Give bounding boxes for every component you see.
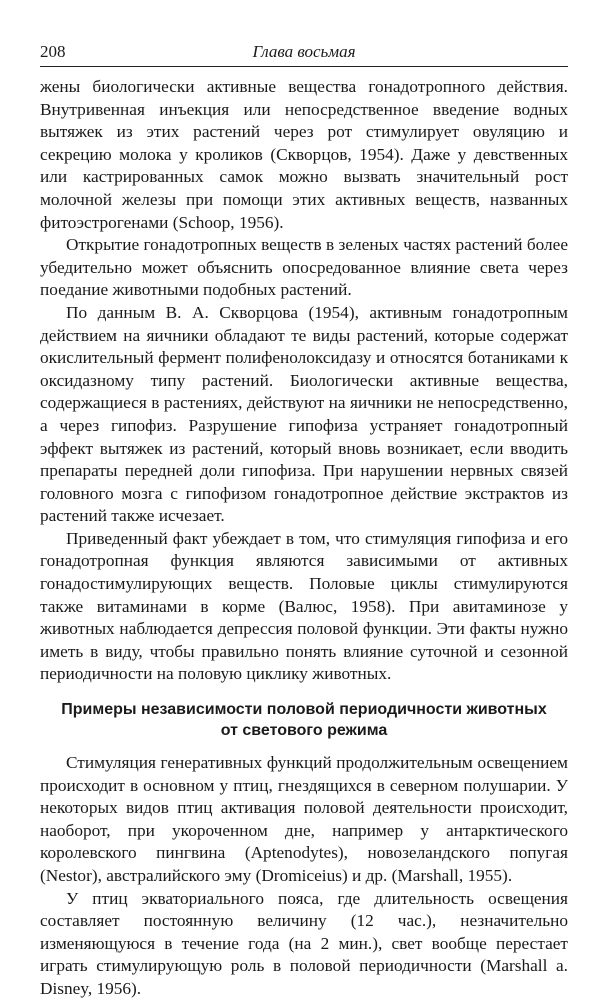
section-heading bbox=[40, 699, 568, 741]
section-heading-line: Примеры независимости половой периодичности животных bbox=[61, 701, 547, 719]
section-heading-line: от светового режима bbox=[220, 722, 388, 740]
paragraph: Приведенный факт убеждает в том, что стимуляция гипофиза и его гонадотропная функция являются зависимыми от активных гонадостимулирующих веществ. Половые циклы стимулируются также витаминами в корме (Валюс, 1958). При авитаминозе у животных наблюдается депрессия половой функции. Эти факты нужно иметь в виду, чтобы правильно понять влияние суточной и сезонной периодичности на половую циклику животных. bbox=[40, 528, 568, 684]
paragraph: У птиц экваториального пояса, где длительность освещения составляет постоянную величину (12 час.), незначительно изменяющуюся в течение года (на 2 мин.), свет вообще перестает играть стимулирующую роль в половой периодичности (Marshall a. Disney, 1956). bbox=[40, 888, 568, 998]
chapter-title: Глава восьмая bbox=[252, 42, 356, 61]
page-number: 208 bbox=[40, 42, 66, 61]
paragraph: Стимуляция генеративных функций продолжительным освещением происходит в основном у птиц, гнездящихся в северном полушарии. У некоторых видов птиц активация половой деятельности происходит, наоборот, при укороченном дне, например у антарктического королевского пингвина (Aptenodytes), новозеландского попугая (Nestor), австралийского эму (Dromiceius) и др. (Marshall, 1955). bbox=[40, 753, 568, 885]
body-text bbox=[40, 76, 568, 1001]
paragraph-continued: жены биологически активные вещества гонадотропного действия. Внутривенная инъекция или непосредственное введение водных вытяжек из этих растений через рот стимулирует овуляцию и секрецию молока у кроликов (Скворцов, 1954). Даже у девственных или кастрированных самок можно вызвать значительный рост молочной железы при помощи этих активных веществ, названных фитоэстрогенами (Schoop, 1956). bbox=[40, 77, 568, 232]
paragraph: Открытие гонадотропных веществ в зеленых частях растений более убедительно может объяснить опосредованное влияние света через поедание животными подобных растений. bbox=[40, 235, 568, 300]
running-head bbox=[40, 40, 568, 67]
book-page bbox=[40, 40, 568, 1001]
paragraph: По данным В. А. Скворцова (1954), активным гонадотропным действием на яичники обладают те виды растений, которые содержат окислительный фермент полифенолоксидазу и относятся ботаниками к оксидазному типу растений. Биологически активные вещества, содержащиеся в растениях, действуют на яичники не непосредственно, а через гипофиз. Разрушение гипофиза устраняет гонадотропный эффект вытяжек из растений, который вновь возникает, если вводить препараты передней доли гипофиза. При нарушении нервных связей головного мозга с гипофизом гонадотропное действие экстрактов из растений также исчезает. bbox=[40, 302, 568, 526]
